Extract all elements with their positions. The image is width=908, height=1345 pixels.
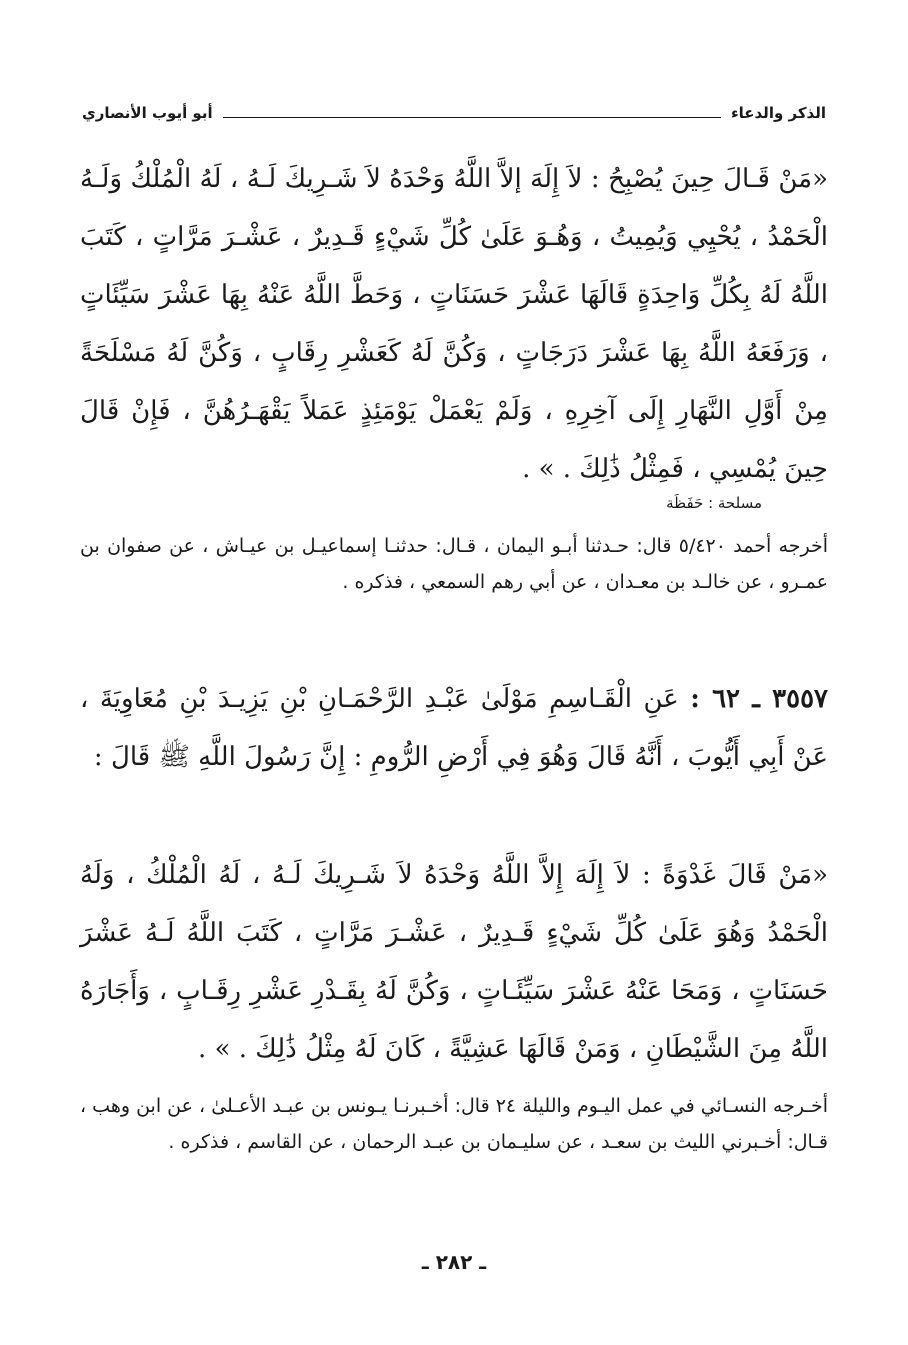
header-rule (223, 117, 721, 118)
header-companion-name: أبو أيوب الأنصاري (82, 104, 213, 122)
hadith-number: ٣٥٥٧ ـ ٦٢ : (690, 684, 828, 714)
hadith-text-morning: «مَنْ قَـالَ حِينَ يُصْبِحُ : لاَ إِلَهَ إلاَّ اللَّهُ وَحْدَهُ لاَ شَـرِيكَ لَـهُ ، لَهُ الْمُلْكُ وَلَـهُ الْحَمْدُ ، يُحْيِي وَيُمِيتُ ، وَهُـوَ عَلَىٰ كُلِّ شَيْءٍ قَـدِيرٌ ، عَشْـرَ مَرَّاتٍ ، كَتَبَ اللَّهُ لَهُ بِكُلِّ وَاحِدَةٍ قَالَهَا عَشْرَ حَسَنَاتٍ ، وَحَطَّ اللَّهُ عَنْهُ بِهَا عَشْرَ سَيِّئَاتٍ ، وَرَفَعَهُ اللَّهُ بِهَا عَشْرَ دَرَجَاتٍ ، وَكُنَّ لَهُ كَعَشْرِ رِقَابٍ ، وَكُنَّ لَهُ مَسْلَحَةً مِنْ أَوَّلِ النَّهَارِ إِلَى آخِرِهِ ، وَلَمْ يَعْمَلْ يَوْمَئِذٍ عَمَلاً يَقْهَـرُهُنَّ ، فَإِنْ قَالَ حِينَ يُمْسِي ، فَمِثْلُ ذَٰلِكَ . » . (80, 164, 828, 484)
hadith-isnad-text: عَنِ الْقَـاسِمِ مَوْلَىٰ عَبْـدِ الرَّحْمَـانِ بْنِ يَزِيـدَ بْنِ مُعَاوِيَةَ ، عَنْ أَبِي أَيُّوبَ ، أَنَّهُ قَالَ وَهُوَ فِي أَرْضِ الرُّومِ : إِنَّ رَسُولَ اللَّهِ ﷺ قَالَ : (80, 684, 828, 772)
hadith-text-ghadwa: «مَنْ قَالَ غَدْوَةً : لاَ إِلَهَ إِلاَّ اللَّهُ وَحْدَهُ لاَ شَـرِيكَ لَـهُ ، لَهُ الْمُلْكُ ، وَلَهُ الْحَمْدُ وَهُوَ عَلَىٰ كُلِّ شَيْءٍ قَـدِيرٌ ، عَشْـرَ مَرَّاتٍ ، كَتَبَ اللَّهُ لَـهُ عَشْرَ حَسَنَاتٍ ، وَمَحَا عَنْهُ عَشْرَ سَيِّئَـاتٍ ، وَكُنَّ لَهُ بِقَـدْرِ عَشْرِ رِقَـابٍ ، وَأَجَارَهُ اللَّهُ مِنَ الشَّيْطَانِ ، وَمَنْ قَالَهَا عَشِيَّةً ، كَانَ لَهُ مِثْلُ ذَٰلِكَ . » . (80, 860, 828, 1064)
page-number: ـ ٢٨٢ ـ (421, 1250, 487, 1274)
glossary-note: مسلحة : حَفَظَة (666, 494, 762, 512)
takhrij-note-ahmad: أخرجه أحمد ٥/٤٢٠ قال: حـدثنا أبـو اليمان ، قـال: حدثنـا إسماعيـل بن عيـاش ، عن صفوان بن عمـرو ، عن خالـد بن معـدان ، عن أبي رهم السمعي ، فذكره . (80, 535, 829, 593)
running-header (82, 96, 826, 130)
header-chapter-title: الذكر والدعاء (730, 104, 826, 122)
hadith-isnad-header (80, 670, 828, 786)
takhrij-note-nasai: أخـرجه النسـائي في عمل اليـوم والليلة ٢٤ قال: أخـبرنـا يـونس بن عبـد الأعـلىٰ ، عن ابن وهب ، قـال: أخـبرني الليث بن سعـد ، عن سليـمان بن عبـد الرحمان ، عن القاسم ، فذكره . (80, 1095, 828, 1153)
